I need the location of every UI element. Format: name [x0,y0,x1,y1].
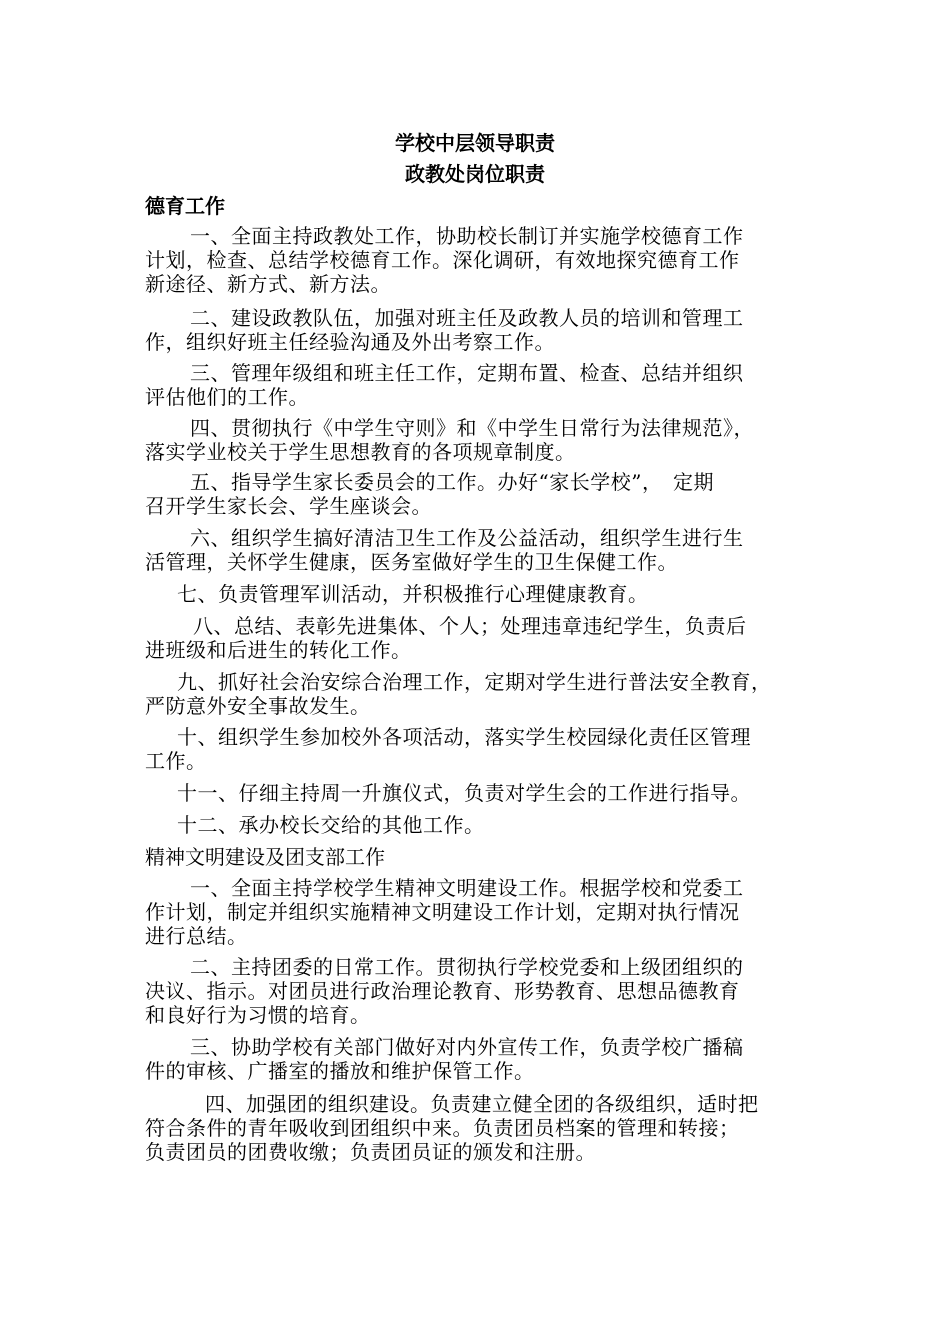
paragraph-line: 负责团员的团费收缴；负责团员证的颁发和注册。 [145,1140,596,1164]
paragraph-moral-3 [145,361,825,409]
paragraph-moral-9 [145,670,825,718]
document-title: 学校中层领导职责 [395,131,555,155]
paragraph-line: 十一、仔细主持周一升旗仪式，负责对学生会的工作进行指导。 [177,781,751,805]
paragraph-moral-2 [145,306,825,354]
paragraph-civ-1 [145,876,825,948]
paragraph-line: 四、加强团的组织建设。负责建立健全团的各级组织，适时把 [205,1092,759,1116]
paragraph-line: 召开学生家长会、学生座谈会。 [145,494,432,518]
paragraph-moral-8 [145,614,825,662]
paragraph-line: 一、全面主持政教处工作，协助校长制订并实施学校德育工作 [190,224,744,248]
paragraph-line: 作计划，制定并组织实施精神文明建设工作计划，定期对执行情况 [145,900,740,924]
paragraph-line: 七、负责管理军训活动，并积极推行心理健康教育。 [177,582,649,606]
paragraph-line: 一、全面主持学校学生精神文明建设工作。根据学校和党委工 [190,876,744,900]
paragraph-moral-4 [145,416,825,464]
paragraph-moral-6 [145,526,825,574]
paragraph-line: 新途径、新方式、新方法。 [145,272,391,296]
paragraph-moral-10 [145,725,825,773]
paragraph-line: 三、管理年级组和班主任工作，定期布置、检查、总结并组织 [190,361,744,385]
paragraph-line: 二、主持团委的日常工作。贯彻执行学校党委和上级团组织的 [190,955,744,979]
paragraph-line: 二、建设政教队伍，加强对班主任及政教人员的培训和管理工 [190,306,744,330]
paragraph-line: 十二、承办校长交给的其他工作。 [177,813,485,837]
paragraph-line: 九、抓好社会治安综合治理工作，定期对学生进行普法安全教育， [177,670,772,694]
document-subtitle: 政教处岗位职责 [405,162,545,186]
paragraph-line: 六、组织学生搞好清洁卫生工作及公益活动，组织学生进行生 [190,526,744,550]
paragraph-line: 严防意外安全事故发生。 [145,694,371,718]
paragraph-line: 四、贯彻执行《中学生守则》和《中学生日常行为法律规范》， [190,416,754,440]
paragraph-line: 评估他们的工作。 [145,385,309,409]
paragraph-line: 落实学业校关于学生思想教育的各项规章制度。 [145,440,576,464]
paragraph-line: 进行总结。 [145,924,248,948]
paragraph-civ-4 [145,1092,825,1164]
paragraph-line: 五、指导学生家长委员会的工作。办好“家长学校”， 定期 [190,470,714,494]
paragraph-line: 八、总结、表彰先进集体、个人；处理违章违纪学生，负责后 [193,614,747,638]
paragraph-line: 十、组织学生参加校外各项活动，落实学生校园绿化责任区管理 [177,725,751,749]
paragraph-civ-2 [145,955,825,1027]
section-heading-moral-education: 德育工作 [145,194,225,218]
paragraph-civ-3 [145,1035,825,1083]
paragraph-moral-11 [145,781,825,805]
paragraph-moral-12 [145,813,825,837]
paragraph-line: 进班级和后进生的转化工作。 [145,638,412,662]
paragraph-line: 符合条件的青年吸收到团组织中来。负责团员档案的管理和转接； [145,1116,740,1140]
paragraph-moral-5 [145,470,825,518]
paragraph-line: 工作。 [145,749,207,773]
paragraph-line: 活管理，关怀学生健康，医务室做好学生的卫生保健工作。 [145,550,678,574]
paragraph-line: 计划，检查、总结学校德育工作。深化调研，有效地探究德育工作 [145,248,740,272]
paragraph-line: 三、协助学校有关部门做好对内外宣传工作，负责学校广播稿 [190,1035,744,1059]
section-heading-spiritual-civilization: 精神文明建设及团支部工作 [145,845,385,869]
paragraph-line: 件的审核、广播室的播放和维护保管工作。 [145,1059,535,1083]
paragraph-line: 决议、指示。对团员进行政治理论教育、形势教育、思想品德教育 [145,979,740,1003]
paragraph-line: 作，组织好班主任经验沟通及外出考察工作。 [145,330,555,354]
paragraph-line: 和良好行为习惯的培育。 [145,1003,371,1027]
paragraph-moral-7 [145,582,825,606]
paragraph-moral-1 [145,224,825,296]
